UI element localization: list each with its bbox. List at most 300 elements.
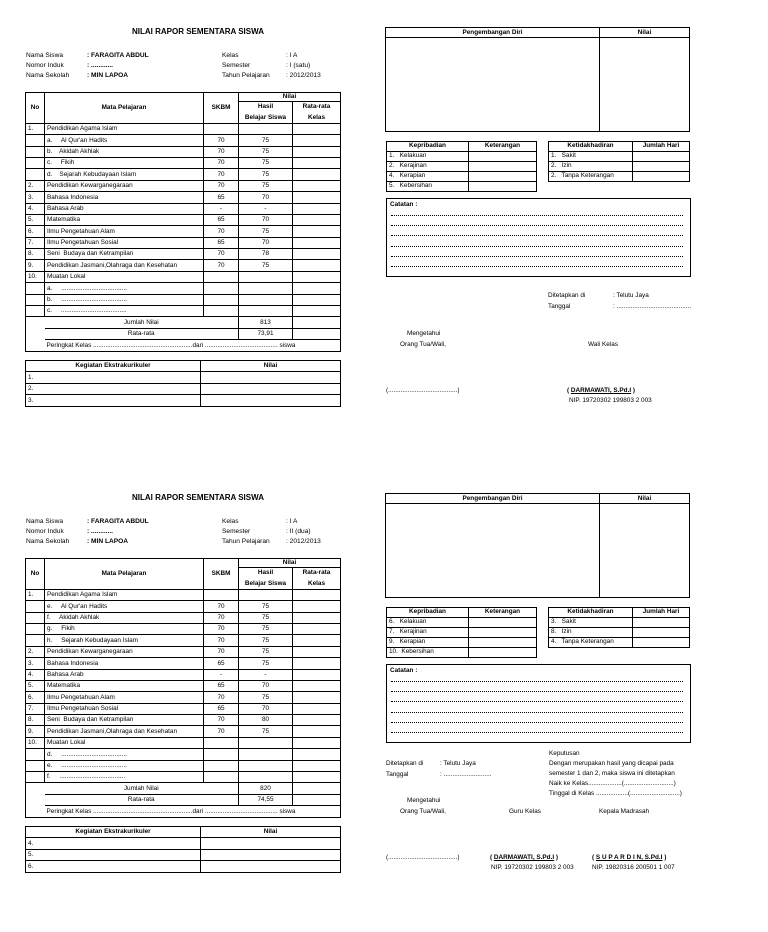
cell-no: 6. [26,692,45,703]
table-row [26,737,341,748]
col-header-mapel: Mata Pelajaran [45,93,204,124]
col-header-no: No [26,93,45,124]
total-row [26,783,341,794]
table-row [549,172,690,182]
cell-rata [293,737,341,748]
cell-skbm [204,306,239,317]
catatan-box [386,664,691,743]
wali-kelas-label: Wali Kelas [588,341,618,348]
total-row [26,328,341,339]
col-header-ekstra-nilai: Nilai [201,361,341,372]
cell-keterangan [469,648,537,658]
cell-hasil [239,760,293,771]
table-row [26,180,341,191]
cell-ketidakhadiran: 2. Tanpa Keterangan [549,172,633,182]
table-row [26,146,341,157]
table-row [26,861,341,872]
cell-skbm [204,772,239,783]
tanggal-value: : ........................... [440,771,492,778]
cell-mapel: Bahasa Arab [45,669,204,680]
jumlah-label: Jumlah Nilai [45,317,239,328]
catatan-line [391,225,683,226]
cell-kepribadian: 10. Kebersihan [387,648,469,658]
cell-keterangan [469,628,537,638]
cell-mapel: Ilmu Pengetahuan Alam [45,226,204,237]
cell-ekstra: 2. [26,383,201,394]
cell-mapel: Ilmu Pengetahuan Sosial [45,237,204,248]
cell-ekstra-nilai [201,838,341,849]
col-header-hasil: Belajar Siswa [239,578,293,589]
col-header-rata: Kelas [293,112,341,123]
cell-mapel: Ilmu Pengetahuan Sosial [45,703,204,714]
table-row [26,692,341,703]
table-row [26,703,341,714]
cell-mapel: b. Akidah Akhlak [45,146,204,157]
catatan-line [391,215,683,216]
cell-ketidakhadiran: 2. Izin [549,162,633,172]
table-row [26,203,341,214]
ditetapkan-label: Ditetapkan di [548,292,586,299]
col-header-ekstra: Kegiatan Ekstrakurikuler [26,827,201,838]
catatan-box [386,198,691,277]
peringkat-row [26,806,341,817]
cell-no: 4. [26,203,45,214]
cell-mapel: a. Al Qur'an Hadits [45,135,204,146]
cell-hasil [239,294,293,305]
cell-no: 5. [26,214,45,225]
cell-mapel: Bahasa Indonesia [45,658,204,669]
cell-no [26,283,45,294]
cell-rata [293,146,341,157]
cell-no [26,294,45,305]
cell-hasil: 70 [239,680,293,691]
cell-mapel: Muatan Lokal [45,737,204,748]
table-row [26,715,341,726]
orang-tua-label: Orang Tua/Wali, [400,341,446,348]
jumlah-value: 813 [239,317,293,328]
table-row [26,260,341,271]
info-value: : FARAGITA ABDUL [87,518,149,525]
cell-keterangan [469,618,537,628]
cell-keterangan [469,162,537,172]
table-row [26,169,341,180]
cell-mapel: Bahasa Indonesia [45,192,204,203]
cell-hasil [239,772,293,783]
cell-ketidakhadiran: 1. Sakit [549,152,633,162]
cell-skbm: 70 [204,612,239,623]
guru-kelas-label: Guru Kelas [509,808,541,815]
head-signature: ( S U P A R D I N, S.Pd.I ) [592,854,667,861]
table-row [26,157,341,168]
cell-hasil [239,283,293,294]
cell-rata [293,271,341,282]
catatan-line [391,722,683,723]
catatan-line [391,712,683,713]
info-value: : I (satu) [286,62,311,69]
table-row [549,638,690,648]
cell-hasil: 75 [239,692,293,703]
catatan-label: Catatan : [390,201,418,208]
ekstra-table [25,826,341,873]
cell-mapel: Seni Budaya dan Ketrampilan [45,715,204,726]
teacher-nip: NIP. 19720302 199803 2 003 [569,397,652,404]
header-row [26,827,341,838]
cell-keterangan [469,152,537,162]
cell-rata [293,203,341,214]
table-row [26,271,341,282]
cell-no: 8. [26,715,45,726]
cell-rata [293,260,341,271]
cell-skbm: 70 [204,260,239,271]
table-row [26,395,341,406]
cell-skbm [204,283,239,294]
cell-ketidakhadiran: 3. Sakit [549,618,633,628]
cell-hasil: - [239,669,293,680]
table-row [387,162,537,172]
table-row [387,638,537,648]
table-row [26,123,341,134]
table-row [549,162,690,172]
mengetahui-label: Mengetahui [407,330,441,337]
table-row [26,749,341,760]
cell-rata [293,726,341,737]
cell-kepribadian: 6. Kelakuan [387,618,469,628]
cell-mapel: c. Fikih [45,157,204,168]
teacher-signature: ( DARMAWATI, S.Pd.I ) [490,854,559,861]
cell-skbm: - [204,669,239,680]
cell-kepribadian: 4. Kerapian [387,172,469,182]
cell-hasil [239,271,293,282]
col-header-ketidakhadiran: Ketidakhadiran [549,142,633,152]
table-row [26,612,341,623]
cell-rata [293,123,341,134]
cell-keterangan [469,638,537,648]
cell-skbm: 65 [204,192,239,203]
cell-skbm: 70 [204,226,239,237]
cell-rata [293,180,341,191]
cell-ekstra: 6. [26,861,201,872]
cell-kepribadian: 1. Kelakuan [387,152,469,162]
cell-no [26,772,45,783]
cell-mapel: b. ..................................... [45,294,204,305]
info-label: Semester [222,528,251,535]
cell-hasil: 75 [239,623,293,634]
col-header-rata: Rata-rata [293,568,341,579]
cell-skbm: 70 [204,715,239,726]
cell-rata [293,760,341,771]
cell-hasil [239,737,293,748]
info-value: : FARAGITA ABDUL [87,52,149,59]
cell-skbm: 70 [204,692,239,703]
keputusan-line: Tinggal di Kelas ..................(............................) [549,790,682,797]
cell-jumlah-hari [633,618,690,628]
info-label: Nomor Induk [26,528,64,535]
col-header-hasil: Hasil [239,568,293,579]
jumlah-value: 820 [239,783,293,794]
report-title: NILAI RAPOR SEMENTARA SISWA [131,493,264,502]
cell-no: 2. [26,180,45,191]
catatan-line [391,691,683,692]
cell-mapel: Pendidikan Kewarganegaraan [45,646,204,657]
col-header-jumlah-hari: Jumlah Hari [633,142,690,152]
cell-rata [293,283,341,294]
cell-skbm: 70 [204,726,239,737]
ditetapkan-value: : Telutu Jaya [613,292,649,299]
rata-value: 73,91 [239,328,293,339]
rata-label: Rata-rata [45,794,239,805]
cell-rata [293,772,341,783]
cell-rata [293,237,341,248]
table-row [26,658,341,669]
catatan-label: Catatan : [390,667,418,674]
cell-ekstra: 4. [26,838,201,849]
cell-skbm [204,123,239,134]
info-value: : I A [286,518,298,525]
col-header-hasil: Hasil [239,102,293,113]
pengembangan-header: Pengembangan Diri [386,494,600,504]
cell-rata [293,680,341,691]
cell-hasil: 75 [239,135,293,146]
cell-no: 8. [26,249,45,260]
table-row [26,635,341,646]
col-header-rata: Kelas [293,578,341,589]
cell-skbm: 70 [204,157,239,168]
cell-hasil: 75 [239,646,293,657]
table-row [26,772,341,783]
cell-no: 3. [26,658,45,669]
table-row [387,172,537,182]
cell-no [26,135,45,146]
cell-rata [293,306,341,317]
cell-mapel: f. Akidah Akhlak [45,612,204,623]
cell-hasil: 75 [239,169,293,180]
cell-mapel: d. ..................................... [45,749,204,760]
table-row [26,249,341,260]
cell-no [26,635,45,646]
cell-skbm: 65 [204,214,239,225]
cell-no: 5. [26,680,45,691]
cell-jumlah-hari [633,152,690,162]
info-value: : 2012/2013 [286,538,321,545]
cell-hasil: 70 [239,703,293,714]
cell-hasil: 75 [239,260,293,271]
total-row [26,794,341,805]
cell-mapel: Pendidikan Jasmani,Olahraga dan Kesehatan [45,726,204,737]
cell-hasil: 70 [239,237,293,248]
ditetapkan-label: Ditetapkan di [386,760,424,767]
cell-rata [293,669,341,680]
col-header-kepribadian: Kepribadian [387,142,469,152]
header-row [387,142,537,152]
mengetahui-label: Mengetahui [407,797,441,804]
info-value: : MIN LAPOA [87,538,129,545]
cell-jumlah-hari [633,628,690,638]
head-name: S U P A R D I N, S.Pd.I [595,854,663,861]
info-label: Tahun Pelajaran [222,72,270,79]
head-nip: NIP. 19820316 200501 1 007 [592,864,675,871]
cell-hasil: 75 [239,612,293,623]
grades-table [25,92,341,352]
cell-ekstra: 1. [26,372,201,383]
cell-no [26,306,45,317]
cell-hasil [239,749,293,760]
table-row [26,306,341,317]
cell-hasil: 80 [239,715,293,726]
cell-rata [293,226,341,237]
cell-ketidakhadiran: 8. Izin [549,628,633,638]
col-header-mapel: Mata Pelajaran [45,559,204,590]
col-header-skbm: SKBM [204,559,239,590]
cell-rata [293,623,341,634]
keputusan-line: semester 1 dan 2, maka siswa ini ditetapkan [549,770,675,777]
peringkat-text: Peringkat Kelas ........................................................dari ......................................... siswa [45,806,341,817]
table-row [26,646,341,657]
cell-no: 3. [26,192,45,203]
info-label: Kelas [222,518,239,525]
table-row [26,135,341,146]
cell-rata [293,715,341,726]
tanggal-label: Tanggal [386,771,409,778]
cell-skbm: 70 [204,169,239,180]
catatan-line [391,235,683,236]
table-row [387,648,537,658]
cell-hasil: 75 [239,726,293,737]
cell-mapel: f. ..................................... [45,772,204,783]
info-value: : ............ [87,528,114,535]
catatan-line [391,246,683,247]
cell-kepribadian: 9. Kerapian [387,638,469,648]
table-row [26,294,341,305]
cell-hasil: 70 [239,214,293,225]
cell-kepribadian: 5. Kebersihan [387,182,469,192]
cell-ekstra: 5. [26,849,201,860]
cell-mapel: c. ..................................... [45,306,204,317]
table-row [26,680,341,691]
cell-no: 9. [26,726,45,737]
cell-hasil: 75 [239,658,293,669]
info-label: Semester [222,62,251,69]
cell-no: 10. [26,737,45,748]
keputusan-title: Keputusan [549,750,580,757]
cell-hasil: 75 [239,226,293,237]
cell-no: 4. [26,669,45,680]
col-header-ketidakhadiran: Ketidakhadiran [549,608,633,618]
orang-tua-label: Orang Tua/Wali, [400,808,446,815]
cell-keterangan [469,172,537,182]
cell-rata [293,214,341,225]
table-row [26,226,341,237]
cell-skbm: - [204,203,239,214]
cell-hasil: 75 [239,180,293,191]
cell-rata [293,612,341,623]
cell-no [26,623,45,634]
table-row [26,623,341,634]
cell-skbm: 65 [204,680,239,691]
table-row [26,283,341,294]
cell-keterangan [469,182,537,192]
cell-mapel: Pendidikan Kewarganegaraan [45,180,204,191]
info-value: : I A [286,52,298,59]
cell-ekstra-nilai [201,861,341,872]
ketidakhadiran-table [548,141,690,182]
cell-hasil: 70 [239,192,293,203]
cell-hasil: 75 [239,601,293,612]
cell-mapel: Seni Budaya dan Ketrampilan [45,249,204,260]
cell-hasil: - [239,203,293,214]
cell-no: 1. [26,123,45,134]
cell-rata [293,157,341,168]
cell-skbm [204,294,239,305]
cell-rata [293,135,341,146]
cell-no [26,169,45,180]
cell-no: 10. [26,271,45,282]
col-header-no: No [26,559,45,590]
cell-skbm: 70 [204,635,239,646]
cell-mapel: h. Sejarah Kebudayaan Islam [45,635,204,646]
table-row [26,214,341,225]
cell-ekstra-nilai [201,372,341,383]
cell-rata [293,294,341,305]
table-row [387,152,537,162]
cell-no: 2. [26,646,45,657]
cell-rata [293,692,341,703]
cell-rata [293,658,341,669]
kepribadian-table [386,141,537,192]
info-label: Tahun Pelajaran [222,538,270,545]
cell-mapel: g. Fikih [45,623,204,634]
cell-no [26,760,45,771]
header-row [26,361,341,372]
table-row [549,152,690,162]
info-label: Nama Siswa [26,52,64,59]
catatan-line [391,701,683,702]
peringkat-text: Peringkat Kelas ........................................................dari ......................................... siswa [45,340,341,351]
teacher-name: DARMAWATI, S.Pd.I [493,854,555,861]
info-value: : II (dua) [286,528,311,535]
cell-mapel: Ilmu Pengetahuan Alam [45,692,204,703]
pengembangan-nilai-header: Nilai [600,494,689,504]
col-header-kepribadian: Kepribadian [387,608,469,618]
table-row [26,760,341,771]
info-value: : ............ [87,62,114,69]
col-header-hasil: Belajar Siswa [239,112,293,123]
teacher-name: DARMAWATI, S.Pd.I [570,387,632,394]
cell-mapel: Matematika [45,214,204,225]
cell-skbm: 65 [204,237,239,248]
teacher-signature: ( DARMAWATI, S.Pd.I ) [567,387,636,394]
cell-mapel: d. Sejarah Kebudayaan Islam [45,169,204,180]
cell-rata [293,646,341,657]
cell-skbm [204,760,239,771]
cell-rata [293,249,341,260]
cell-rata [293,749,341,760]
table-row [26,726,341,737]
info-label: Nama Sekolah [26,538,70,545]
col-header-rata: Rata-rata [293,102,341,113]
cell-hasil [239,306,293,317]
table-row [26,372,341,383]
rata-value: 74,55 [239,794,293,805]
cell-ekstra-nilai [201,383,341,394]
cell-mapel: a. ..................................... [45,283,204,294]
info-value: : MIN LAPOA [87,72,129,79]
table-row [549,618,690,628]
cell-rata [293,703,341,714]
info-label: Nama Sekolah [26,72,70,79]
cell-mapel: e. Al Qur'an Hadits [45,601,204,612]
cell-no: 1. [26,589,45,600]
cell-rata [293,169,341,180]
